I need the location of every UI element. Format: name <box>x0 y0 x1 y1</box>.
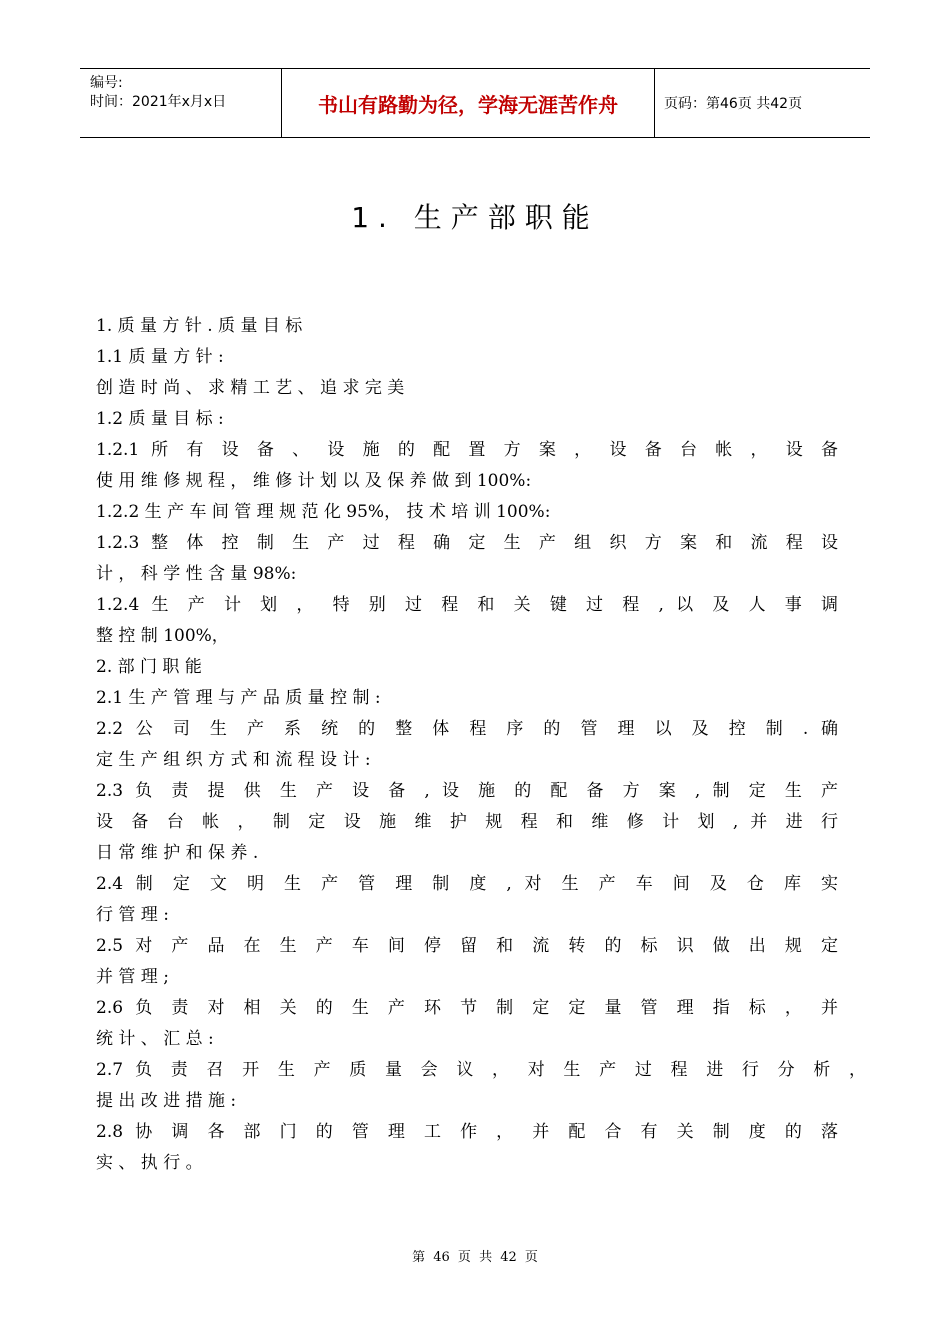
body-line: 设 备 台 帐 ， 制 定 设 施 维 护 规 程 和 维 修 计 划 , 并 进 行 <box>96 812 838 832</box>
body-line: 2. 部 门 职 能 <box>96 657 202 677</box>
page-label: 页码：第46页 共42页 <box>664 96 803 112</box>
date-label: 时间：2021年x月x日 <box>90 94 227 110</box>
header-meta-cell <box>80 69 282 137</box>
page-footer: 第 46 页 共 42 页 <box>412 1250 538 1265</box>
body-line: 提 出 改 进 措 施 : <box>96 1091 237 1111</box>
body-line: 日 常 维 护 和 保 养 . <box>96 843 259 863</box>
body-line: 并 管 理 ; <box>96 967 169 987</box>
number-label: 编号: <box>90 75 123 91</box>
body-line: 2.2 公 司 生 产 系 统 的 整 体 程 序 的 管 理 以 及 控 制 . 确 <box>96 719 838 739</box>
body-line: 实 、 执 行 。 <box>96 1153 203 1173</box>
body-line: 定 生 产 组 织 方 式 和 流 程 设 计 : <box>96 750 371 770</box>
body-line: 1. 质 量 方 针 . 质 量 目 标 <box>96 316 303 336</box>
body-line: 2.8 协 调 各 部 门 的 管 理 工 作 ， 并 配 合 有 关 制 度 的 落 <box>96 1122 838 1142</box>
body-line: 1.2 质 量 目 标 : <box>96 409 224 429</box>
body-line: 1.2.2 生 产 车 间 管 理 规 范 化 95%， 技 术 培 训 100%: <box>96 502 551 522</box>
body-line: 统 计 、 汇 总 : <box>96 1029 214 1049</box>
body-line: 行 管 理 : <box>96 905 169 925</box>
body-line: 2.5 对 产 品 在 生 产 车 间 停 留 和 流 转 的 标 识 做 出 规 定 <box>96 936 838 956</box>
body-line: 2.7 负 责 召 开 生 产 质 量 会 议 ， 对 生 产 过 程 进 行 分 析 ， <box>96 1060 866 1080</box>
document-title: 1. 生产部职能 <box>351 201 599 234</box>
body-line: 计 ， 科 学 性 含 量 98%: <box>96 564 297 584</box>
page-header <box>80 68 870 138</box>
body-line: 2.1 生 产 管 理 与 产 品 质 量 控 制 : <box>96 688 381 708</box>
body-line: 2.4 制 定 文 明 生 产 管 理 制 度 , 对 生 产 车 间 及 仓 库 实 <box>96 874 838 894</box>
body-line: 整 控 制 100%， <box>96 626 229 646</box>
body-line: 使 用 维 修 规 程 ， 维 修 计 划 以 及 保 养 做 到 100%: <box>96 471 532 491</box>
body-line: 1.1 质 量 方 针 : <box>96 347 224 367</box>
body-line: 2.6 负 责 对 相 关 的 生 产 环 节 制 定 定 量 管 理 指 标 ， 并 <box>96 998 838 1018</box>
motto: 书山有路勤为径，学海无涯苦作舟 <box>282 69 655 137</box>
body-line: 1.2.3 整 体 控 制 生 产 过 程 确 定 生 产 组 织 方 案 和 流 程 设 <box>96 533 838 553</box>
body-line: 2.3 负 责 提 供 生 产 设 备 , 设 施 的 配 备 方 案 , 制 定 生 产 <box>96 781 838 801</box>
body-line: 创 造 时 尚 、 求 精 工 艺 、 追 求 完 美 <box>96 378 405 398</box>
body-line: 1.2.4 生 产 计 划 ， 特 别 过 程 和 关 键 过 程 , 以 及 人 事 调 <box>96 595 839 615</box>
body-line: 1.2.1 所 有 设 备 、 设 施 的 配 置 方 案 ， 设 备 台 帐 ， 设 备 <box>96 440 838 460</box>
